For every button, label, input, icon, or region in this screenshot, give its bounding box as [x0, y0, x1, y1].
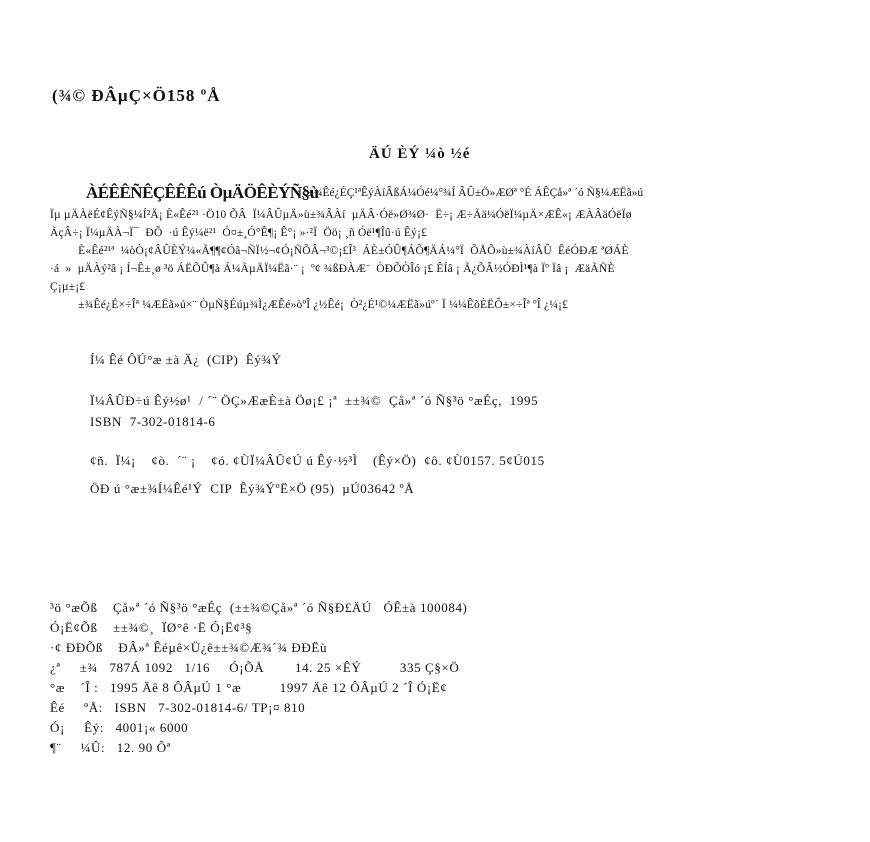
- cip-line: Ï¼ÂÛÐ÷ú Êý½ø¹ / ´¨ ÖÇ»ÆæÈ±à Öø¡£ ¡ª ±±¾© Çå»ª ´ó Ñ§³ö °æÉç, 1995: [90, 393, 539, 408]
- summary-line: Ïµ µÄÀëÉ¢ÊýÑ§¼Í²Ä¡ È«Êé²¹ ·Ö10 ÕÂ Ï¼ÂÛµÄ»ù±¾ÂÀí µÄÂ·Óë»Ø¾Ø· Ë÷¡ Æ÷Ãä¼ÓëÏ¼µÄ×ÆÊ«¡ ÆÀÂäÓëÏø: [50, 209, 632, 221]
- summary-lead: ÀÉÊÊÑÊÇÊÊÊú ÒµÄÖÊÈÝÑ§ù: [86, 183, 319, 202]
- summary-line: ±¾Êé¿É×÷Îª ¼ÆËã»ú×¨ ÒµÑ§Éúµ¾Ì¿ÆÊé»òºÎ ¿½Êé¡ Ò²¿É¹©¼ÆËã»úº´ Ï ¼¼ÊõÈËÔ±×÷Îª ºÎ ¿¼¡£: [72, 299, 569, 311]
- imprint-line: ·¢ ÐÐÕß ÐÂ»ª Êéµê×Ü¿ê±±¾©Æ¾´¾ ÐÐËù: [50, 640, 328, 655]
- imprint-line: Êé ºÅ: ISBN 7-302-01814-6/ TP¡¤ 810: [50, 700, 306, 715]
- cip-line: ¢ñ. Ï¼¡ ¢ò. ´¨ ¡ ¢ó. ¢ÙÏ¼ÂÛ¢Ú ú Êý·½³Ì (Êý×Ö) ¢ô. ¢Ù0157. 5¢Ú015: [90, 453, 545, 468]
- cip-heading: Í¼ Êé ÔÚ°æ ±à Ä¿ (CIP) Êý¾Ý: [90, 352, 282, 367]
- summary-line: È«Êé²¹ª ¼òÒ¡¢ÂÛÈÝ¼«Ã¶¶¢Óã¬ÑÏ½¬¢Ó¡ÑÕÂ¬³©¡£Î³ ÁÈ±ÓÛ¶ÁÕ¶ÄÁ¼°Ï ÕÅÕ»ù±¾ÀíÂÛ ÊéÓÐÆ ªØÁÈ: [72, 245, 629, 257]
- cip-line: ÖÐ ú °æ±¾Í¼Êé¹Ý CIP Êý¾ÝºË×Ö (95) µÚ03642 ºÅ: [90, 481, 415, 496]
- summary-title: ÄÚ ÈÝ ¼ò ½é: [369, 146, 471, 162]
- imprint-line: Ó¡ Êý: 4001¡« 6000: [50, 720, 189, 735]
- summary-line: Ç¡µ±¡£: [50, 281, 86, 293]
- summary-lead-rest: ¡¸ ±¾Êé¿ÉÇ¹ªÊýÀíÂßÁ¼Óé¼°¾Í ÂÛ±Ö»ÆØª °É ÁÊÇå»ª ´ó Ñ§¼ÆËã»ú: [297, 187, 644, 199]
- summary-line: ÃçÂ÷¡ Ï¼µÄÀ¬Ï¯ ÐÕ ·ú Êý¼ë²¹ Ó¤±¸Ó°Ê¶¡ Ê°¡ »·²Ï Öö¡ ¸ñ Óë¹¶Îû·ú Êý¡£: [50, 227, 428, 239]
- cip-line: ISBN 7-302-01814-6: [90, 414, 216, 429]
- imprint-line: Ó¡Ë¢Õß ±±¾©¸ ÏØ°ê ·Ë Ó¡Ë¢³§: [50, 620, 253, 635]
- summary-line: ·á » µÄÀý²â ¡ Í¬Ê±¸ø ³ö ÁËÕÛ¶à Á¼ÃµÄÏ¼Ëã·¨ ¡ º¢ ¾ßÐÀÆ¨ ÒÐÕÒÎó ¡£ ÊÍâ ¡ Ã¿ÕÂ½ÓÐÌ¹¶à Ïº Ïâ ¡ ÆäÃÑÈ: [50, 263, 615, 275]
- imprint-line: ³ö °æÕß Çå»ª ´ó Ñ§³ö °æÉç (±±¾©Çå»ª ´ó Ñ§Ð£ÄÚ ÓÊ±à 100084): [50, 600, 468, 615]
- imprint-line: ¶¨ ¼Û: 12. 90 Ôª: [50, 740, 171, 755]
- imprint-line: °æ ´Î : 1995 Äê 8 ÔÂµÚ 1 °æ 1997 Äê 12 ÔÂµÚ 2 ´Î Ó¡Ë¢: [50, 680, 448, 695]
- registration-code: (¾© ÐÂµÇ×Ö158 ºÅ: [52, 86, 221, 105]
- imprint-line: ¿ª ±¾ 787Á 1092 1/16 Ó¡ÕÅ 14. 25 ×ÊÝ 335 Ç§×Ö: [50, 660, 460, 675]
